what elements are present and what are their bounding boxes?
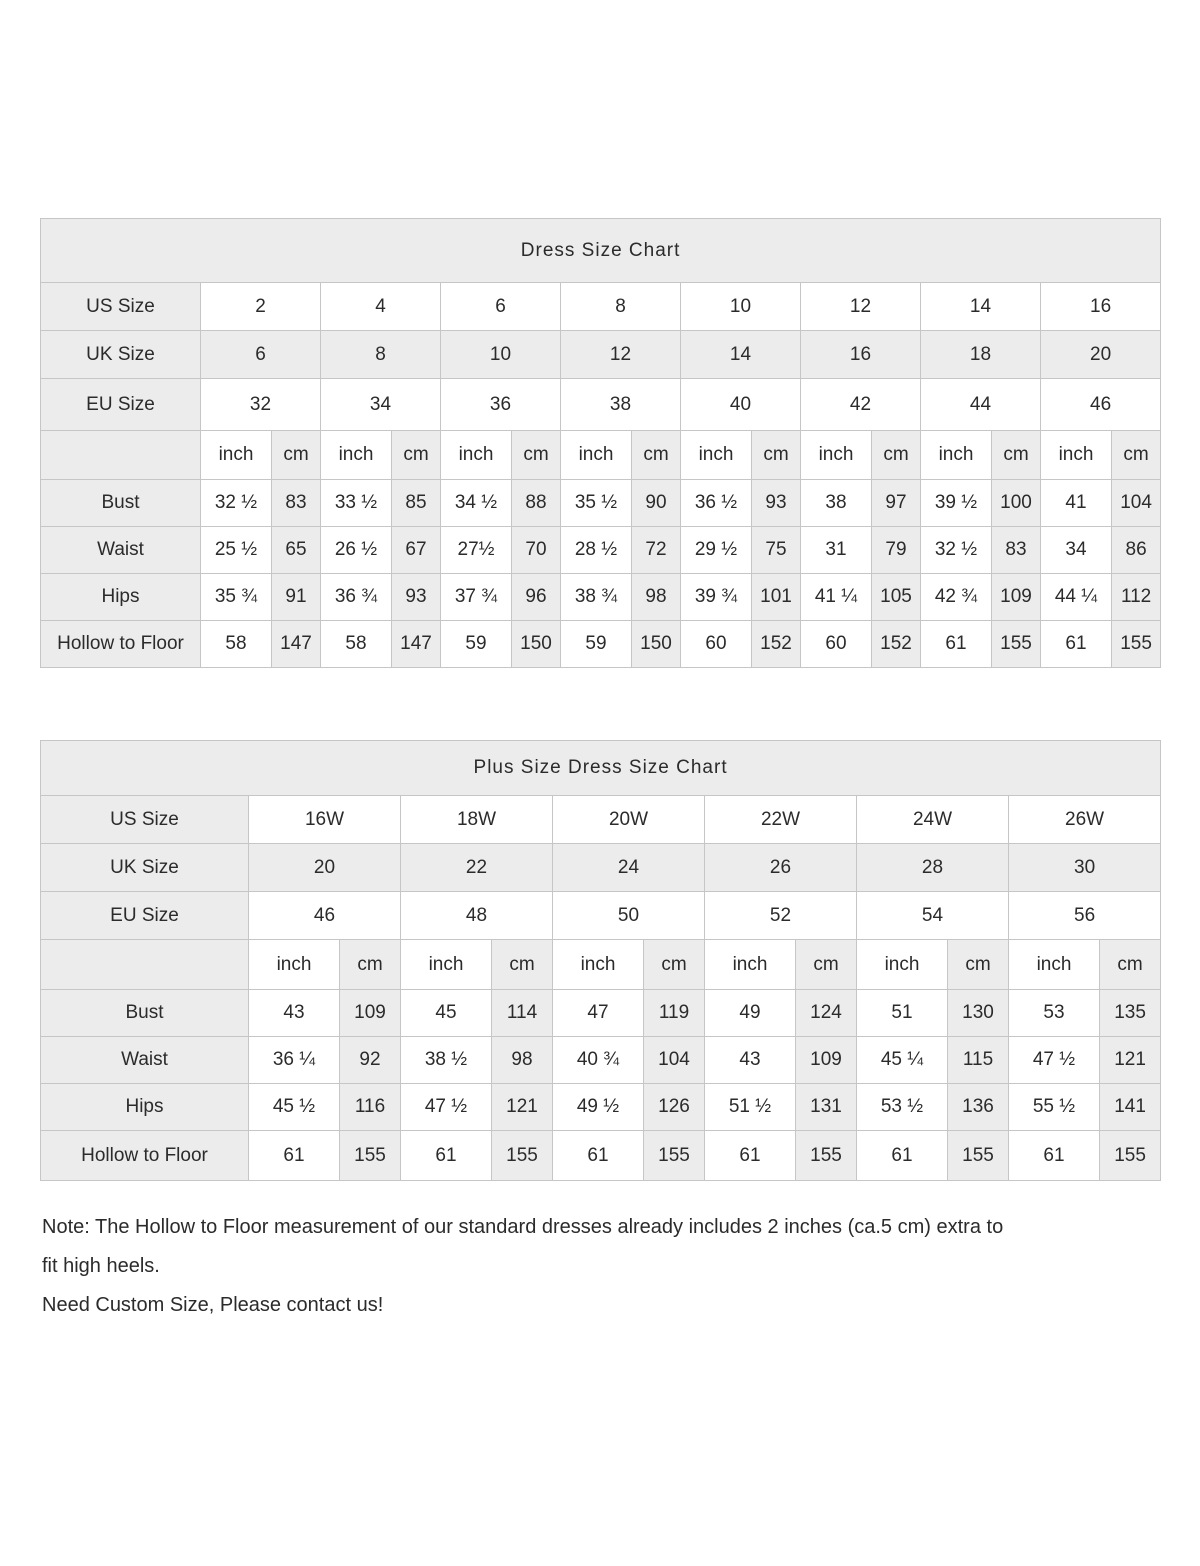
size-cell: 14: [681, 331, 801, 379]
measurement-cell: 36 ½: [681, 480, 752, 527]
row-label: Hips: [41, 1084, 249, 1131]
unit-cell: inch: [921, 431, 992, 480]
note: [42, 1208, 1160, 1325]
measurement-cell: 61: [401, 1131, 492, 1181]
measurement-cell: 93: [752, 480, 801, 527]
size-cell: 36: [441, 379, 561, 431]
measurement-cell: 58: [201, 621, 272, 668]
measurement-cell: 155: [796, 1131, 857, 1181]
measurement-cell: 45 ½: [249, 1084, 340, 1131]
measurement-cell: 60: [681, 621, 752, 668]
size-cell: 10: [681, 283, 801, 331]
measurement-cell: 67: [392, 527, 441, 574]
row-label: Hollow to Floor: [41, 621, 201, 668]
size-cell: 48: [401, 892, 553, 940]
unit-cell: inch: [857, 940, 948, 990]
unit-cell: cm: [512, 431, 561, 480]
unit-cell: cm: [1100, 940, 1161, 990]
measurement-cell: 96: [512, 574, 561, 621]
measurement-cell: 25 ½: [201, 527, 272, 574]
measurement-cell: 36 ¼: [249, 1037, 340, 1084]
measurement-cell: 105: [872, 574, 921, 621]
measurement-cell: 43: [249, 990, 340, 1037]
size-cell: 16: [801, 331, 921, 379]
size-cell: 22W: [705, 796, 857, 844]
measurement-cell: 42 ¾: [921, 574, 992, 621]
measurement-cell: 93: [392, 574, 441, 621]
measurement-cell: 47 ½: [1009, 1037, 1100, 1084]
measurement-cell: 61: [249, 1131, 340, 1181]
measurement-cell: 124: [796, 990, 857, 1037]
measurement-cell: 126: [644, 1084, 705, 1131]
size-cell: 50: [553, 892, 705, 940]
size-cell: 42: [801, 379, 921, 431]
measurement-cell: 92: [340, 1037, 401, 1084]
measurement-cell: 101: [752, 574, 801, 621]
us-size-row: [41, 283, 1161, 331]
measurement-cell: 38 ¾: [561, 574, 632, 621]
size-cell: 20: [249, 844, 401, 892]
measurement-cell: 41 ¼: [801, 574, 872, 621]
size-cell: 46: [1041, 379, 1161, 431]
size-cell: 12: [561, 331, 681, 379]
unit-cell: inch: [249, 940, 340, 990]
measurement-cell: 155: [340, 1131, 401, 1181]
measurement-cell: 115: [948, 1037, 1009, 1084]
measurement-cell: 32 ½: [201, 480, 272, 527]
measurement-cell: 47 ½: [401, 1084, 492, 1131]
unit-cell: cm: [1112, 431, 1161, 480]
size-cell: 54: [857, 892, 1009, 940]
measurement-cell: 83: [992, 527, 1041, 574]
unit-cell: cm: [644, 940, 705, 990]
measurement-cell: 97: [872, 480, 921, 527]
size-cell: 26W: [1009, 796, 1161, 844]
measurement-cell: 75: [752, 527, 801, 574]
unit-cell: inch: [321, 431, 392, 480]
measurement-cell: 61: [1009, 1131, 1100, 1181]
measurement-cell: 33 ½: [321, 480, 392, 527]
unit-cell: inch: [201, 431, 272, 480]
measurement-cell: 109: [796, 1037, 857, 1084]
measurement-cell: 32 ½: [921, 527, 992, 574]
unit-cell: inch: [561, 431, 632, 480]
measurement-cell: 104: [644, 1037, 705, 1084]
measurement-cell: 65: [272, 527, 321, 574]
size-cell: 6: [441, 283, 561, 331]
measurement-cell: 155: [1112, 621, 1161, 668]
uk-size-row: [41, 844, 1161, 892]
measurement-cell: 28 ½: [561, 527, 632, 574]
row-label: EU Size: [41, 892, 249, 940]
note-line: Need Custom Size, Please contact us!: [42, 1294, 384, 1316]
size-cell: 6: [201, 331, 321, 379]
measurement-cell: 49 ½: [553, 1084, 644, 1131]
row-label: Hips: [41, 574, 201, 621]
size-cell: 8: [321, 331, 441, 379]
row-label: US Size: [41, 796, 249, 844]
uk-size-row: [41, 331, 1161, 379]
measurement-cell: 155: [644, 1131, 705, 1181]
unit-cell: cm: [872, 431, 921, 480]
measurement-cell: 72: [632, 527, 681, 574]
measurement-cell: 70: [512, 527, 561, 574]
measurement-cell: 31: [801, 527, 872, 574]
size-cell: 20: [1041, 331, 1161, 379]
size-cell: 22: [401, 844, 553, 892]
table-title-row: [41, 219, 1161, 283]
eu-size-row: [41, 379, 1161, 431]
measurement-cell: 35 ¾: [201, 574, 272, 621]
measurement-cell: 61: [705, 1131, 796, 1181]
size-cell: 2: [201, 283, 321, 331]
unit-cell: cm: [796, 940, 857, 990]
unit-cell: inch: [441, 431, 512, 480]
unit-cell: inch: [1009, 940, 1100, 990]
measurement-cell: 136: [948, 1084, 1009, 1131]
size-cell: 44: [921, 379, 1041, 431]
measurement-cell: 44 ¼: [1041, 574, 1112, 621]
row-label: UK Size: [41, 331, 201, 379]
measurement-cell: 150: [512, 621, 561, 668]
unit-cell: inch: [681, 431, 752, 480]
units-row: [41, 940, 1161, 990]
measurement-cell: 141: [1100, 1084, 1161, 1131]
measurement-cell: 152: [752, 621, 801, 668]
size-cell: 30: [1009, 844, 1161, 892]
row-label: Waist: [41, 1037, 249, 1084]
measurement-cell: 38 ½: [401, 1037, 492, 1084]
measurement-cell: 53 ½: [857, 1084, 948, 1131]
measurement-cell: 155: [992, 621, 1041, 668]
measurement-cell: 90: [632, 480, 681, 527]
plus-size-dress-size-chart-title: Plus Size Dress Size Chart: [41, 741, 1161, 796]
measurement-cell: 135: [1100, 990, 1161, 1037]
units-row: [41, 431, 1161, 480]
measurement-cell: 130: [948, 990, 1009, 1037]
measurement-cell: 155: [492, 1131, 553, 1181]
measurement-cell: 119: [644, 990, 705, 1037]
hollow-to-floor-row: [41, 1131, 1161, 1181]
unit-cell: cm: [492, 940, 553, 990]
size-cell: 8: [561, 283, 681, 331]
waist-row: [41, 1037, 1161, 1084]
row-label: [41, 431, 201, 480]
us-size-row: [41, 796, 1161, 844]
unit-cell: cm: [948, 940, 1009, 990]
waist-row: [41, 527, 1161, 574]
measurement-cell: 114: [492, 990, 553, 1037]
measurement-cell: 53: [1009, 990, 1100, 1037]
size-cell: 28: [857, 844, 1009, 892]
measurement-cell: 26 ½: [321, 527, 392, 574]
measurement-cell: 36 ¾: [321, 574, 392, 621]
measurement-cell: 100: [992, 480, 1041, 527]
measurement-cell: 121: [492, 1084, 553, 1131]
measurement-cell: 131: [796, 1084, 857, 1131]
size-cell: 24W: [857, 796, 1009, 844]
row-label: Hollow to Floor: [41, 1131, 249, 1181]
measurement-cell: 147: [272, 621, 321, 668]
unit-cell: cm: [752, 431, 801, 480]
note-line: fit high heels.: [42, 1255, 160, 1277]
hollow-to-floor-row: [41, 621, 1161, 668]
measurement-cell: 61: [553, 1131, 644, 1181]
size-cell: 18: [921, 331, 1041, 379]
measurement-cell: 34 ½: [441, 480, 512, 527]
note-line: Note: The Hollow to Floor measurement of our standard dresses already includes 2 inches (ca.5 cm) extra to: [42, 1216, 1004, 1238]
measurement-cell: 61: [921, 621, 992, 668]
unit-cell: inch: [1041, 431, 1112, 480]
measurement-cell: 83: [272, 480, 321, 527]
plus-size-dress-size-chart-table: [40, 740, 1161, 1181]
row-label: US Size: [41, 283, 201, 331]
hips-row: [41, 574, 1161, 621]
measurement-cell: 55 ½: [1009, 1084, 1100, 1131]
measurement-cell: 51 ½: [705, 1084, 796, 1131]
hips-row: [41, 1084, 1161, 1131]
size-cell: 46: [249, 892, 401, 940]
measurement-cell: 40 ¾: [553, 1037, 644, 1084]
measurement-cell: 59: [561, 621, 632, 668]
measurement-cell: 85: [392, 480, 441, 527]
size-cell: 56: [1009, 892, 1161, 940]
measurement-cell: 147: [392, 621, 441, 668]
size-cell: 38: [561, 379, 681, 431]
size-cell: 16: [1041, 283, 1161, 331]
row-label: UK Size: [41, 844, 249, 892]
measurement-cell: 61: [857, 1131, 948, 1181]
size-cell: 12: [801, 283, 921, 331]
measurement-cell: 116: [340, 1084, 401, 1131]
measurement-cell: 38: [801, 480, 872, 527]
size-cell: 16W: [249, 796, 401, 844]
size-cell: 20W: [553, 796, 705, 844]
unit-cell: inch: [553, 940, 644, 990]
measurement-cell: 45: [401, 990, 492, 1037]
bust-row: [41, 990, 1161, 1037]
measurement-cell: 39 ½: [921, 480, 992, 527]
measurement-cell: 155: [948, 1131, 1009, 1181]
size-cell: 52: [705, 892, 857, 940]
unit-cell: cm: [632, 431, 681, 480]
size-cell: 4: [321, 283, 441, 331]
measurement-cell: 59: [441, 621, 512, 668]
measurement-cell: 104: [1112, 480, 1161, 527]
measurement-cell: 61: [1041, 621, 1112, 668]
measurement-cell: 79: [872, 527, 921, 574]
measurement-cell: 60: [801, 621, 872, 668]
measurement-cell: 98: [492, 1037, 553, 1084]
dress-size-chart-title: Dress Size Chart: [41, 219, 1161, 283]
unit-cell: inch: [401, 940, 492, 990]
unit-cell: inch: [705, 940, 796, 990]
measurement-cell: 155: [1100, 1131, 1161, 1181]
size-cell: 14: [921, 283, 1041, 331]
row-label: [41, 940, 249, 990]
measurement-cell: 51: [857, 990, 948, 1037]
row-label: Bust: [41, 480, 201, 527]
measurement-cell: 150: [632, 621, 681, 668]
unit-cell: inch: [801, 431, 872, 480]
measurement-cell: 152: [872, 621, 921, 668]
measurement-cell: 45 ¼: [857, 1037, 948, 1084]
bust-row: [41, 480, 1161, 527]
measurement-cell: 34: [1041, 527, 1112, 574]
row-label: Bust: [41, 990, 249, 1037]
measurement-cell: 91: [272, 574, 321, 621]
measurement-cell: 112: [1112, 574, 1161, 621]
unit-cell: cm: [340, 940, 401, 990]
measurement-cell: 98: [632, 574, 681, 621]
dress-size-chart-table: [40, 218, 1161, 668]
unit-cell: cm: [272, 431, 321, 480]
measurement-cell: 58: [321, 621, 392, 668]
measurement-cell: 39 ¾: [681, 574, 752, 621]
size-cell: 34: [321, 379, 441, 431]
size-cell: 24: [553, 844, 705, 892]
unit-cell: cm: [992, 431, 1041, 480]
measurement-cell: 27½: [441, 527, 512, 574]
row-label: Waist: [41, 527, 201, 574]
eu-size-row: [41, 892, 1161, 940]
measurement-cell: 37 ¾: [441, 574, 512, 621]
unit-cell: cm: [392, 431, 441, 480]
size-cell: 18W: [401, 796, 553, 844]
size-cell: 32: [201, 379, 321, 431]
measurement-cell: 49: [705, 990, 796, 1037]
size-cell: 40: [681, 379, 801, 431]
measurement-cell: 47: [553, 990, 644, 1037]
measurement-cell: 109: [340, 990, 401, 1037]
size-cell: 26: [705, 844, 857, 892]
measurement-cell: 121: [1100, 1037, 1161, 1084]
table-title-row: [41, 741, 1161, 796]
measurement-cell: 35 ½: [561, 480, 632, 527]
measurement-cell: 88: [512, 480, 561, 527]
measurement-cell: 43: [705, 1037, 796, 1084]
row-label: EU Size: [41, 379, 201, 431]
measurement-cell: 29 ½: [681, 527, 752, 574]
measurement-cell: 86: [1112, 527, 1161, 574]
measurement-cell: 109: [992, 574, 1041, 621]
size-cell: 10: [441, 331, 561, 379]
measurement-cell: 41: [1041, 480, 1112, 527]
